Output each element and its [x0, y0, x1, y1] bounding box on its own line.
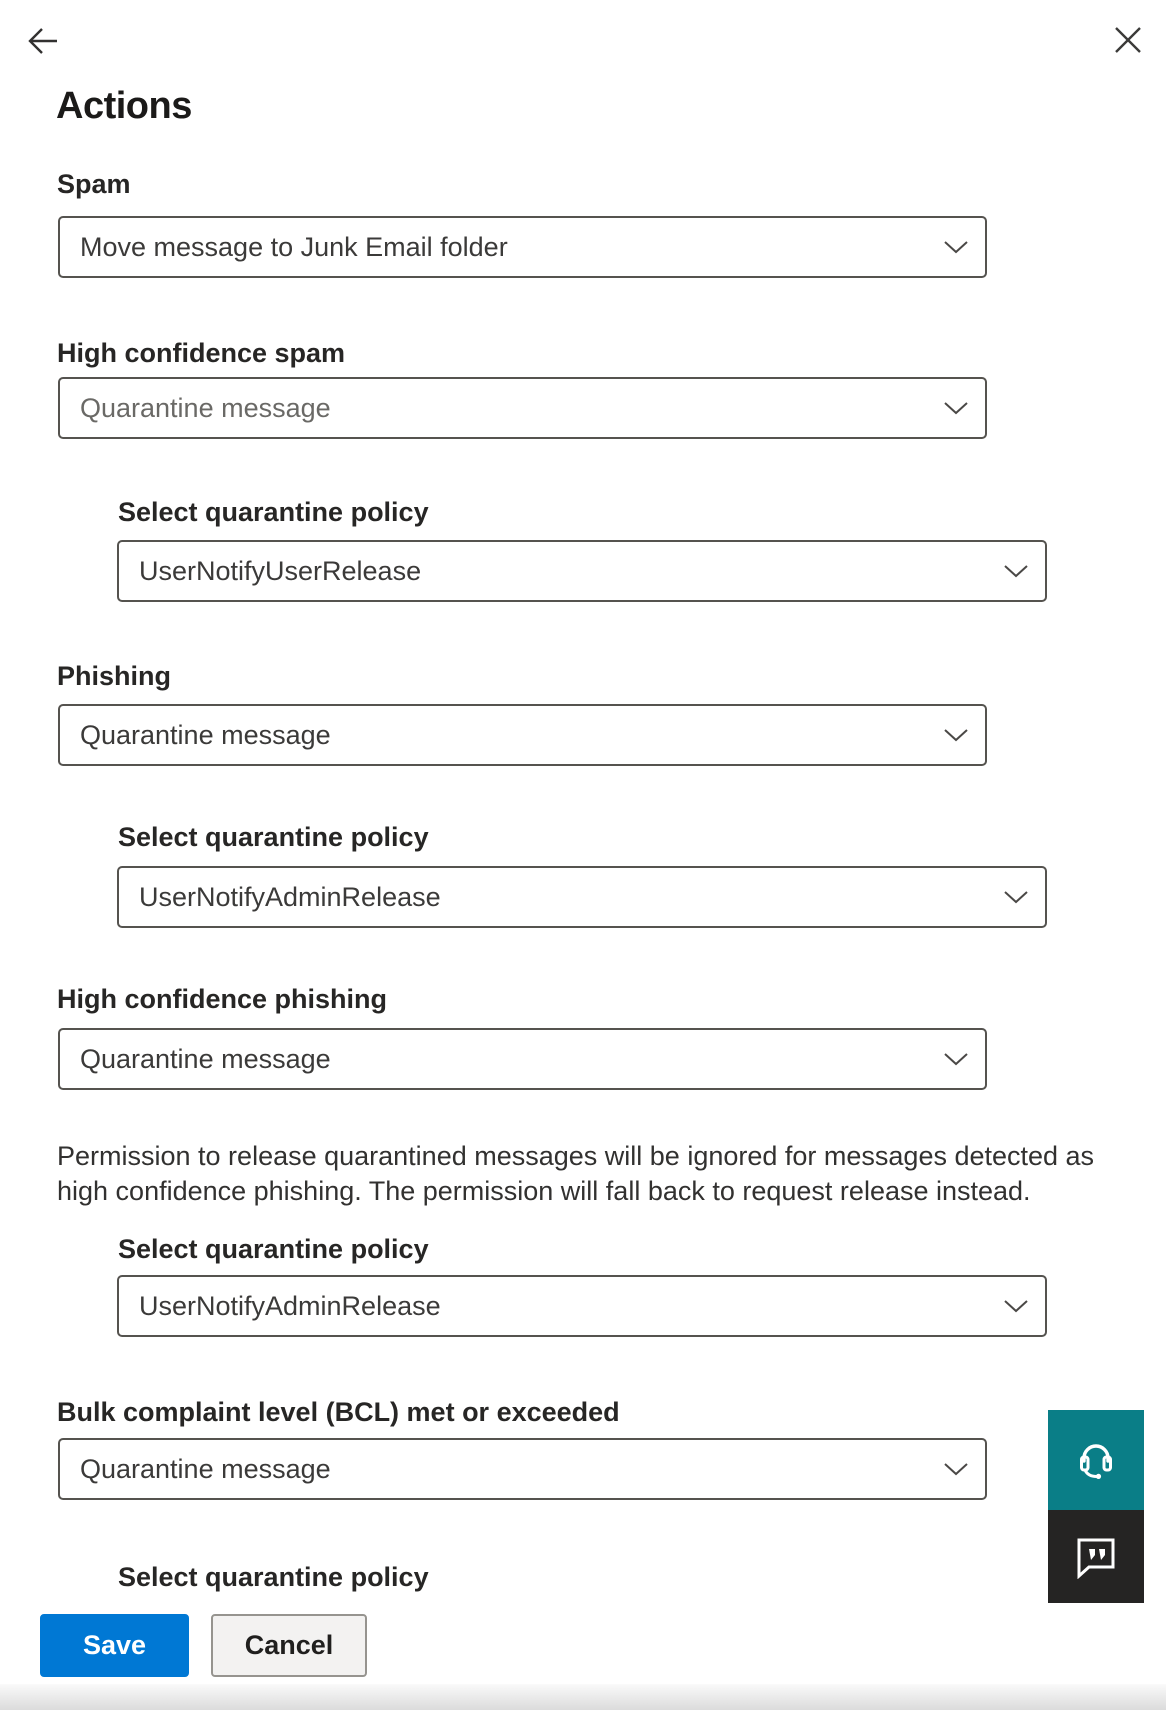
- quarantine-policy-label-hc-phishing: Select quarantine policy: [118, 1234, 429, 1264]
- chevron-down-icon: [943, 1462, 969, 1476]
- spam-action-value: Move message to Junk Email folder: [80, 231, 508, 262]
- chevron-down-icon: [943, 1052, 969, 1066]
- quarantine-policy-dropdown-phishing[interactable]: [117, 866, 1047, 928]
- feedback-button[interactable]: [1048, 1510, 1144, 1603]
- close-button[interactable]: [1112, 24, 1144, 56]
- bcl-label: Bulk complaint level (BCL) met or exceeded: [57, 1397, 620, 1427]
- high-confidence-phishing-action-value: Quarantine message: [80, 1043, 331, 1074]
- chevron-down-icon: [1003, 564, 1029, 578]
- quarantine-policy-value-phishing: UserNotifyAdminRelease: [139, 881, 441, 912]
- spam-label: Spam: [57, 169, 131, 199]
- back-arrow-icon: [24, 46, 62, 61]
- phishing-action-dropdown[interactable]: [58, 704, 987, 766]
- high-confidence-spam-label: High confidence spam: [57, 338, 346, 368]
- spam-action-dropdown[interactable]: [58, 216, 987, 278]
- page-title: Actions: [56, 85, 192, 127]
- quarantine-policy-dropdown-hc-phishing[interactable]: [117, 1275, 1047, 1337]
- quarantine-policy-label-phishing: Select quarantine policy: [118, 822, 429, 852]
- bcl-action-value: Quarantine message: [80, 1453, 331, 1484]
- chevron-down-icon: [1003, 890, 1029, 904]
- note-line-1: Permission to release quarantined messages will be ignored for messages detected as: [57, 1141, 1095, 1171]
- chevron-down-icon: [943, 401, 969, 415]
- quarantine-policy-value-hc-phishing: UserNotifyAdminRelease: [139, 1290, 441, 1321]
- headset-icon: [1072, 1435, 1120, 1486]
- chevron-down-icon: [943, 240, 969, 254]
- quarantine-policy-value-spam: UserNotifyUserRelease: [139, 555, 422, 586]
- close-icon: [1112, 44, 1144, 59]
- phishing-label: Phishing: [57, 661, 171, 691]
- feedback-bubble-icon: [1072, 1531, 1120, 1582]
- chevron-down-icon: [1003, 1299, 1029, 1313]
- high-confidence-phishing-label: High confidence phishing: [57, 984, 387, 1014]
- cancel-button[interactable]: Cancel: [211, 1614, 367, 1677]
- phishing-action-value: Quarantine message: [80, 719, 331, 750]
- chevron-down-icon: [943, 728, 969, 742]
- high-confidence-spam-action-value: Quarantine message: [80, 392, 331, 423]
- save-button[interactable]: Save: [40, 1614, 189, 1677]
- help-support-button[interactable]: [1048, 1410, 1144, 1510]
- back-button[interactable]: [24, 24, 62, 58]
- quarantine-policy-label-spam: Select quarantine policy: [118, 497, 429, 527]
- high-confidence-phishing-action-dropdown[interactable]: [58, 1028, 987, 1090]
- quarantine-policy-dropdown-spam[interactable]: [117, 540, 1047, 602]
- high-confidence-phishing-note: [57, 1139, 1132, 1209]
- bottom-shadow-strip: [0, 1684, 1166, 1710]
- note-line-2: high confidence phishing. The permission will fall back to request release instead.: [57, 1176, 1031, 1206]
- bcl-action-dropdown[interactable]: [58, 1438, 987, 1500]
- high-confidence-spam-action-dropdown[interactable]: [58, 377, 987, 439]
- quarantine-policy-label-bcl: Select quarantine policy: [118, 1562, 429, 1592]
